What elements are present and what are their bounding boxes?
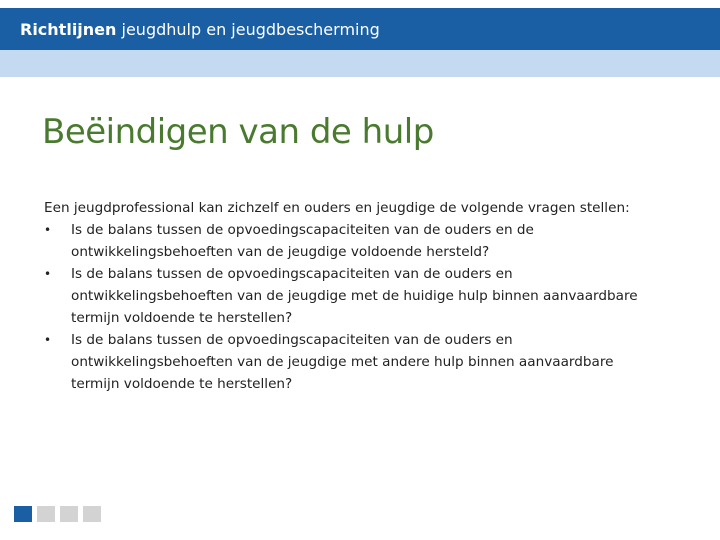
pager-square[interactable]	[37, 506, 55, 522]
slide-title: Beëindigen van de hulp	[42, 112, 434, 152]
header-sub-band	[0, 50, 720, 77]
question-item	[44, 219, 694, 263]
question-line: termijn voldoende te herstellen?	[71, 376, 293, 392]
question-line: Is de balans tussen de opvoedingscapaciteiten van de ouders en	[71, 266, 513, 282]
question-line: termijn voldoende te herstellen?	[71, 310, 293, 326]
question-line: Is de balans tussen de opvoedingscapaciteiten van de ouders en de	[71, 222, 534, 238]
header-bar	[0, 8, 720, 50]
bullet-icon: •	[44, 333, 52, 347]
brand-title-rest: jeugdhulp en jeugdbescherming	[116, 19, 380, 39]
pager-square[interactable]	[83, 506, 101, 522]
question-item	[44, 263, 694, 329]
brand-title	[20, 20, 380, 39]
intro-text: Een jeugdprofessional kan zichzelf en ouders en jeugdige de volgende vragen stellen:	[44, 200, 630, 216]
question-line: ontwikkelingsbehoeften van de jeugdige met de huidige hulp binnen aanvaardbare	[71, 288, 638, 304]
question-line: ontwikkelingsbehoeften van de jeugdige met andere hulp binnen aanvaardbare	[71, 354, 614, 370]
question-list	[44, 219, 694, 395]
pager-square-active[interactable]	[14, 506, 32, 522]
question-item	[44, 329, 694, 395]
slide-body	[44, 197, 694, 395]
bullet-icon: •	[44, 223, 52, 237]
slide-pager	[14, 506, 101, 522]
question-line: Is de balans tussen de opvoedingscapaciteiten van de ouders en	[71, 332, 513, 348]
top-border	[0, 0, 720, 8]
brand-title-bold: Richtlijnen	[20, 19, 117, 39]
pager-square[interactable]	[60, 506, 78, 522]
bullet-icon: •	[44, 267, 52, 281]
question-line: ontwikkelingsbehoeften van de jeugdige voldoende hersteld?	[71, 244, 490, 260]
